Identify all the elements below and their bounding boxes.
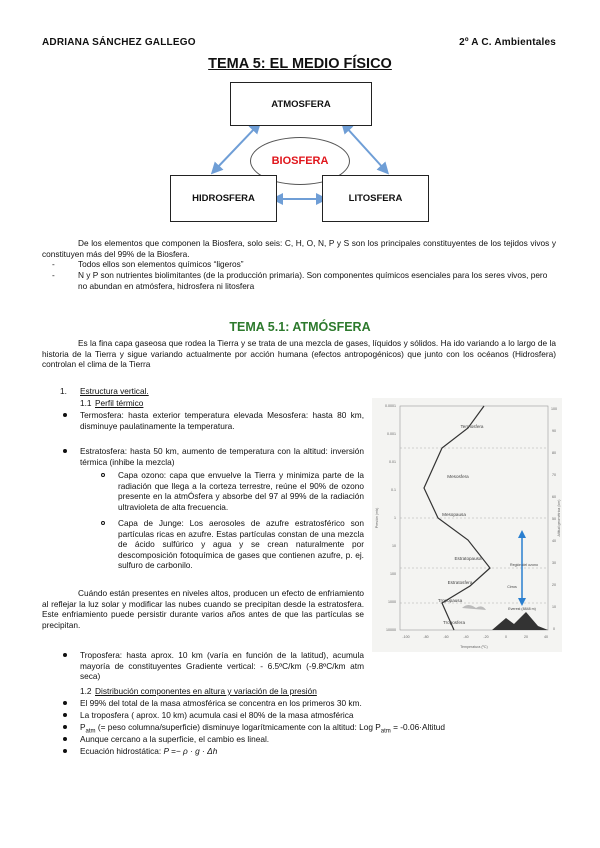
altitude-tick: 40 (552, 539, 556, 543)
p-symbol: P (80, 722, 86, 732)
y-axis-label: Presión (mb) (375, 507, 379, 529)
annotation-label: Región del ozono (510, 563, 538, 567)
temperature-tick: -80 (423, 635, 429, 639)
sub1-title: Perfil térmico (95, 398, 144, 408)
sub1-number: 1.1 (80, 398, 92, 408)
temperature-tick: -40 (463, 635, 469, 639)
pressure-tick: 1000 (388, 600, 396, 604)
pressure-tick: 10000 (386, 628, 396, 632)
junge-item: Capa de Junge: Los aerosoles de azufre estratosférico son partículas ricas en azufre. Estas partículas constan de una mezcla de ácido sulfúrico y agua y se crean naturalmente por descomposición fotoquímica de gases que contienen azufre, p. ej. sulfuro de carbonilo. (118, 518, 364, 571)
altitude-tick: 80 (552, 451, 556, 455)
hydrostatic-formula: P =− ρ · g · Δh (163, 746, 218, 756)
pressure-tick: 0.1 (391, 488, 396, 492)
termosfera-item: Termosfera: hasta exterior temperatura elevada Mesosfera: hasta 80 km, disminuye paulatinamente la temperatura. (80, 410, 364, 431)
temperature-tick: -100 (402, 635, 410, 639)
annotation-label: Everest (8848 m) (508, 607, 536, 611)
layer-label: Termosfera (460, 424, 484, 429)
p-text: (= peso columna/superficie) disminuye logarítmicamente con la altitud: Log P (95, 722, 381, 732)
bullet-item: Aunque cercano a la superficie, el cambio es lineal. (80, 734, 550, 745)
layer-label: Tropopausa (437, 598, 463, 603)
layer-label: Estratosfera (447, 580, 473, 585)
temperature-tick: -60 (443, 635, 449, 639)
p-subscript: atm (85, 728, 96, 735)
annotation-label: Cirros (507, 585, 517, 589)
intro-item: - Todos ellos son elementos químicos “ligeros” (78, 259, 556, 270)
list-title: Estructura vertical. (80, 386, 149, 396)
pressure-tick: 0.001 (387, 432, 396, 436)
author-name: ADRIANA SÁNCHEZ GALLEGO (42, 37, 196, 48)
course-name: 2º A C. Ambientales (459, 37, 556, 48)
figure-background (372, 398, 562, 652)
temperature-tick: -20 (483, 635, 489, 639)
sub2-number: 1.2 (80, 686, 92, 696)
biosfera-ellipse: BIOSFERA (250, 137, 350, 185)
pressure-tick: 1 (394, 516, 396, 520)
altitude-tick: 90 (552, 429, 556, 433)
layer-label: Mesopausa (442, 512, 466, 517)
aerosol-paragraph: Cuándo están presentes en niveles altos, producen un efecto de enfriamiento al reflejar la luz solar y modificar las nubes cuando se precipitan desde la estratosfera. Este enfriamiento puede persistir durante varios años antes de que las partículas se precipitan. (42, 588, 364, 630)
hydrostatic-label: Ecuación hidrostática: (80, 746, 164, 756)
section-title: TEMA 5.1: ATMÓSFERA (229, 320, 371, 334)
layer-label: Estratopausa (454, 556, 482, 561)
page-title: TEMA 5: EL MEDIO FÍSICO (208, 56, 392, 72)
pressure-tick: 0.01 (389, 460, 396, 464)
bullet-item: La troposfera ( aprox. 10 km) acumula casi el 80% de la masa atmosférica (80, 710, 550, 721)
intro-paragraph: De los elementos que componen la Biosfera, solo seis: C, H, O, N, P y S son los principales constituyentes de los tejidos vivos y constituyen más del 99% de la Biosfera. (42, 238, 556, 259)
sub2-title: Distribución componentes en altura y variación de la presión (95, 686, 317, 696)
estratosfera-item: Estratosfera: hasta 50 km, aumento de temperatura con la altitud: inversión térmica (inhibe la mezcla) (80, 446, 364, 467)
altitude-tick: 70 (552, 473, 556, 477)
x-axis-label: Temperatura (ºC) (460, 645, 488, 649)
hidrosfera-box: HIDROSFERA (170, 175, 277, 222)
temperature-tick: 20 (524, 635, 528, 639)
altitude-tick: 10 (552, 605, 556, 609)
y2-axis-label: Altitud geométrica (km) (557, 499, 561, 537)
altitude-tick: 0 (553, 627, 555, 631)
troposfera-item: Troposfera: hasta aprox. 10 km (varía en función de la latitud), acumula mayoría de constituyentes Gradiente vertical: - 6.5ºC/km (-9.8ºC/km atm seca) (80, 650, 364, 682)
bullet-item: El 99% del total de la masa atmosférica se concentra en los primeros 30 km. (80, 698, 550, 709)
pressure-tick: 0.0001 (385, 404, 396, 408)
list-number: 1. (60, 386, 67, 396)
p-text-end: = -0.06·Altitud (390, 722, 446, 732)
arrow-atm-lito (345, 126, 385, 170)
temperature-tick: 40 (544, 635, 548, 639)
altitude-tick: 60 (552, 495, 556, 499)
altitude-tick: 20 (552, 583, 556, 587)
pressure-tick: 10 (392, 544, 396, 548)
altitude-tick: 100 (551, 407, 557, 411)
litosfera-box: LITOSFERA (322, 175, 429, 222)
altitude-tick: 50 (552, 517, 556, 521)
layer-label: Mesosfera (447, 474, 469, 479)
pressure-tick: 100 (390, 572, 396, 576)
bullet-item-hydrostatic (80, 746, 550, 757)
temperature-tick: 0 (505, 635, 507, 639)
thermal-profile-figure (372, 398, 562, 652)
intro-item: - N y P son nutrientes biolimitantes (de la producción primaria). Son componentes químicos esenciales para los seres vivos, pero no abundan en atmósfera, hidrosfera ni litosfera (78, 270, 556, 291)
p-subscript: atm (380, 728, 391, 735)
altitude-tick: 30 (552, 561, 556, 565)
ozono-item: Capa ozono: capa que envuelve la Tierra y minimiza parte de la radiación que llega a la corteza terrestre, reúne el 90% de ozono presente en la atmÓsfera y absorbe del 97 al 99% de la radiación ultravioleta de alta frecuencia. (118, 470, 364, 512)
layer-label: Troposfera (442, 620, 466, 625)
atmosfera-box: ATMOSFERA (230, 82, 372, 126)
section-intro: Es la fina capa gaseosa que rodea la Tierra y se trata de una mezcla de gases, líquidos y sólidos. Ha ido variando a lo largo de la historia de la Tierra y sigue variando actualmente por acción humana (efectos antropogénicos) que junto con los océanos (Hidrosfera) controlan el clima de la Tierra (42, 338, 556, 370)
